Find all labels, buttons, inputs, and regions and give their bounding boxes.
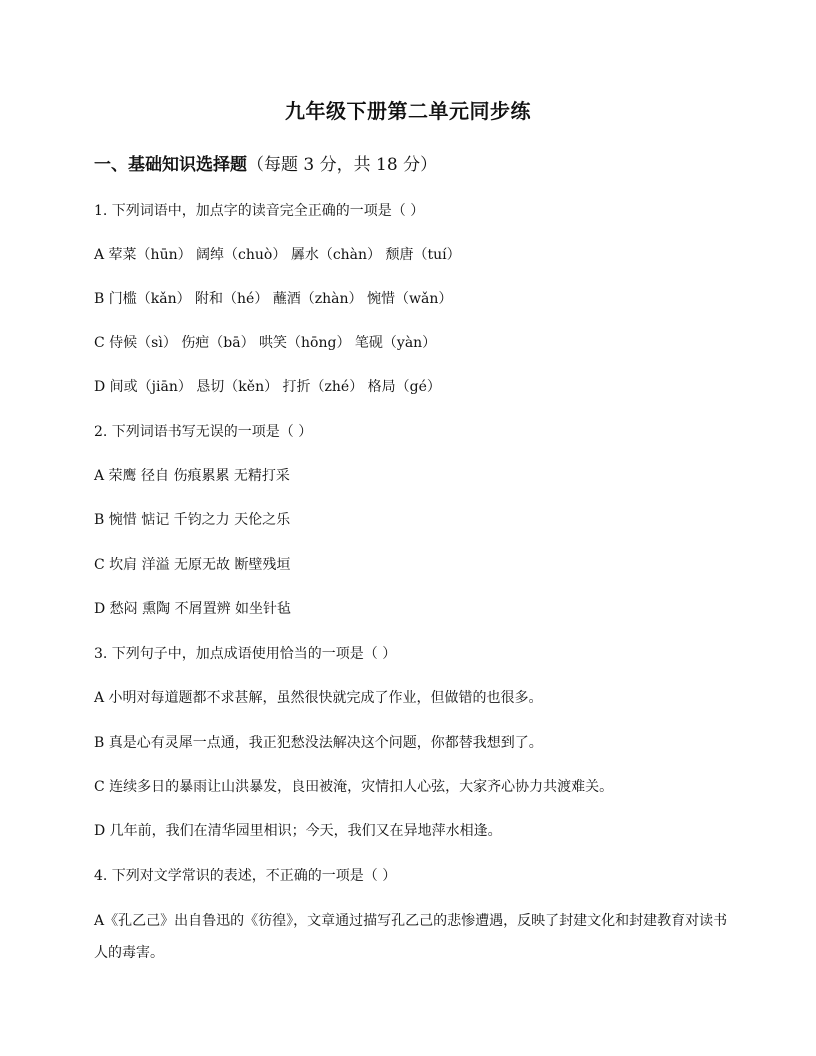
q3-option-d: D 几年前，我们在清华园里相识；今天，我们又在异地萍水相逢。 bbox=[94, 823, 502, 839]
q2-option-c: C 坎肩 洋溢 无原无故 断壁残垣 bbox=[94, 557, 291, 573]
question-4: 4. 下列对文学常识的表述，不正确的一项是（ ） bbox=[94, 868, 397, 884]
q2-option-b: B 惋惜 惦记 千钧之力 天伦之乐 bbox=[94, 512, 291, 528]
q1-option-b: B 门槛（kǎn） 附和（hé） 蘸酒（zhàn） 惋惜（wǎn） bbox=[94, 291, 453, 307]
q3-option-c: C 连续多日的暴雨让山洪暴发，良田被淹，灾情扣人心弦，大家齐心协力共渡难关。 bbox=[94, 779, 614, 795]
page-title: 九年级下册第二单元同步练 bbox=[285, 99, 531, 123]
q1-option-a: A 荤菜（hūn） 阔绰（chuò） 羼水（chàn） 颓唐（tuí） bbox=[94, 247, 461, 263]
q2-option-d: D 愁闷 熏陶 不屑置辨 如坐针毡 bbox=[94, 601, 292, 617]
q3-option-b: B 真是心有灵犀一点通，我正犯愁没法解决这个问题，你都替我想到了。 bbox=[94, 735, 543, 751]
q3-option-a: A 小明对每道题都不求甚解，虽然很快就完成了作业，但做错的也很多。 bbox=[94, 690, 543, 706]
question-3: 3. 下列句子中，加点成语使用恰当的一项是（ ） bbox=[94, 646, 397, 662]
q1-option-c: C 侍候（sì） 伤疤（bā） 哄笑（hōng） 笔砚（yàn） bbox=[94, 335, 437, 351]
question-1: 1. 下列词语中，加点字的读音完全正确的一项是（ ） bbox=[94, 203, 425, 219]
section-heading bbox=[94, 150, 437, 175]
section-score-note: （每题 3 分，共 18 分） bbox=[247, 155, 438, 175]
q4-option-a: A《孔乙己》出自鲁迅的《彷徨》，文章通过描写孔乙己的悲惨遭遇，反映了封建文化和封建教育对读书人的毒害。 bbox=[94, 913, 728, 961]
q1-option-d: D 间或（jiān） 恳切（kěn） 打折（zhé） 格局（gé） bbox=[94, 379, 441, 395]
section-heading-text: 一、基础知识选择题 bbox=[94, 155, 247, 175]
question-2: 2. 下列词语书写无误的一项是（ ） bbox=[94, 424, 313, 440]
q2-option-a: A 荣鹰 径自 伤痕累累 无精打采 bbox=[94, 468, 290, 484]
